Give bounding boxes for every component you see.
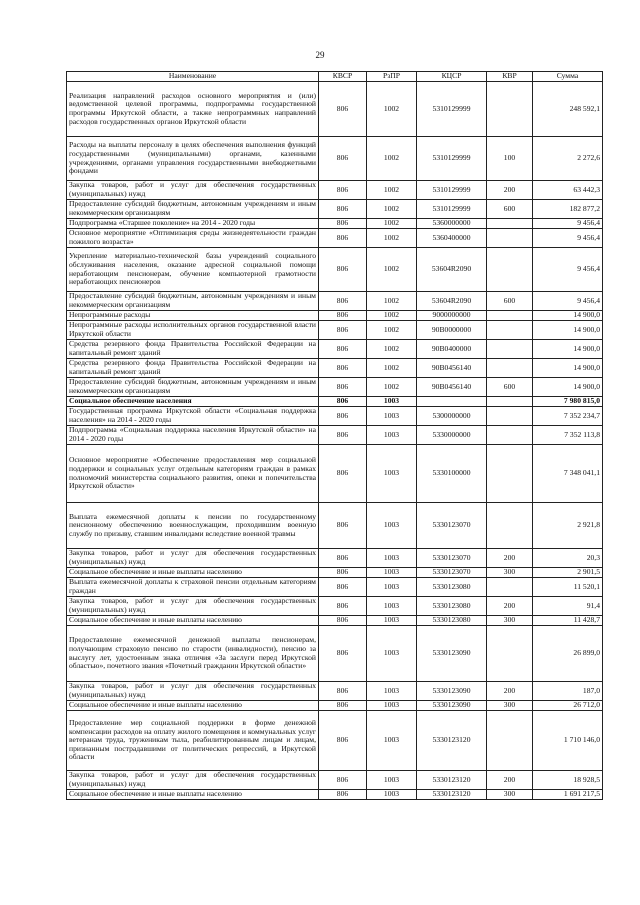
- row-kvsr: 806: [319, 137, 367, 181]
- row-kcsr: 5330123090: [417, 626, 487, 682]
- row-kvr: [487, 82, 533, 137]
- row-name: Предоставление ежемесячной денежной выплаты пенсионерам, получающим страховую пенсию по старости (инвалидности), пенсию за выслугу лет, удостоенным знака отличия «За заслуги перед Иркутской областью», почетного звания «Почетный гражданин Иркутской области»: [67, 626, 319, 682]
- row-kvr: 300: [487, 616, 533, 626]
- row-rzpr: 1003: [367, 682, 417, 701]
- row-name: Основное мероприятие «Обеспечение предоставления мер социальной поддержки и социальных услуг отдельным категориям граждан в рамках полномочий министерства социального развития, опеки и попечительства Иркутской области»: [67, 445, 319, 503]
- row-kcsr: 5300000000: [417, 407, 487, 426]
- row-name: Социальное обеспечение и иные выплаты населению: [67, 616, 319, 626]
- row-kvsr: 806: [319, 711, 367, 771]
- row-kvr: 300: [487, 790, 533, 800]
- row-rzpr: 1003: [367, 578, 417, 597]
- row-kvr: 100: [487, 137, 533, 181]
- row-kvsr: 806: [319, 229, 367, 248]
- table-row: [67, 229, 603, 248]
- row-kvsr: 806: [319, 200, 367, 219]
- row-kcsr: 5330000000: [417, 426, 487, 445]
- row-kvsr: 806: [319, 771, 367, 790]
- row-name: Социальное обеспечение и иные выплаты населению: [67, 568, 319, 578]
- col-header-kvsr: КВСР: [319, 72, 367, 82]
- row-kvr: 600: [487, 378, 533, 397]
- row-kvsr: 806: [319, 626, 367, 682]
- row-kvsr: 806: [319, 597, 367, 616]
- row-kvsr: 806: [319, 503, 367, 549]
- row-sum: 14 900,0: [533, 340, 603, 359]
- row-sum: 1 691 217,5: [533, 790, 603, 800]
- row-name: Социальное обеспечение и иные выплаты населению: [67, 790, 319, 800]
- row-kvr: [487, 229, 533, 248]
- row-sum: 11 520,1: [533, 578, 603, 597]
- table-row: [67, 378, 603, 397]
- row-kvsr: 806: [319, 549, 367, 568]
- row-name: Социальное обеспечение и иные выплаты населению: [67, 701, 319, 711]
- row-kcsr: 5330123080: [417, 578, 487, 597]
- row-name: Закупка товаров, работ и услуг для обеспечения государственных (муниципальных) нужд: [67, 771, 319, 790]
- row-kcsr: 5330123120: [417, 771, 487, 790]
- table-row: [67, 568, 603, 578]
- row-name: Социальное обеспечение населения: [67, 397, 319, 407]
- row-kvsr: 806: [319, 82, 367, 137]
- table-row: [67, 407, 603, 426]
- row-rzpr: 1002: [367, 137, 417, 181]
- table-row: [67, 359, 603, 378]
- row-kvr: [487, 626, 533, 682]
- row-kvsr: 806: [319, 311, 367, 321]
- row-sum: 14 900,0: [533, 311, 603, 321]
- row-rzpr: 1003: [367, 568, 417, 578]
- row-sum: 7 980 815,0: [533, 397, 603, 407]
- row-kcsr: [417, 397, 487, 407]
- row-kvr: [487, 340, 533, 359]
- row-sum: 7 348 041,1: [533, 445, 603, 503]
- row-kcsr: 5330123070: [417, 549, 487, 568]
- row-kcsr: 5330123080: [417, 597, 487, 616]
- row-sum: 182 877,2: [533, 200, 603, 219]
- row-kcsr: 5310129999: [417, 137, 487, 181]
- table-row: [67, 137, 603, 181]
- row-rzpr: 1003: [367, 771, 417, 790]
- table-row: [67, 771, 603, 790]
- table-row: [67, 200, 603, 219]
- table-row: [67, 426, 603, 445]
- row-kcsr: 5330123090: [417, 701, 487, 711]
- row-rzpr: 1003: [367, 503, 417, 549]
- table-body: [67, 82, 603, 800]
- row-name: Непрограммные расходы исполнительных органов государственной власти Иркутской области: [67, 321, 319, 340]
- row-sum: 9 456,4: [533, 248, 603, 292]
- row-kcsr: 5310129999: [417, 181, 487, 200]
- col-header-sum: Сумма: [533, 72, 603, 82]
- row-sum: 2 921,8: [533, 503, 603, 549]
- row-name: Непрограммные расходы: [67, 311, 319, 321]
- col-header-rzpr: РзПР: [367, 72, 417, 82]
- row-kcsr: 5330123070: [417, 568, 487, 578]
- row-rzpr: 1003: [367, 626, 417, 682]
- row-kcsr: 5330123120: [417, 790, 487, 800]
- row-kvsr: 806: [319, 578, 367, 597]
- col-header-name: Наименование: [67, 72, 319, 82]
- row-kvr: [487, 397, 533, 407]
- row-kvr: 200: [487, 682, 533, 701]
- row-sum: 7 352 113,8: [533, 426, 603, 445]
- row-kcsr: 90B0456140: [417, 359, 487, 378]
- row-kvr: 600: [487, 292, 533, 311]
- table-row: [67, 682, 603, 701]
- row-sum: 9 456,4: [533, 229, 603, 248]
- row-rzpr: 1003: [367, 445, 417, 503]
- table-row: [67, 82, 603, 137]
- row-sum: 248 592,1: [533, 82, 603, 137]
- row-rzpr: 1003: [367, 701, 417, 711]
- row-kvr: 600: [487, 200, 533, 219]
- row-kvsr: 806: [319, 616, 367, 626]
- row-kvsr: 806: [319, 321, 367, 340]
- table-row: [67, 321, 603, 340]
- row-name: Основное мероприятие «Оптимизация среды жизнедеятельности граждан пожилого возраста»: [67, 229, 319, 248]
- col-header-kcsr: КЦСР: [417, 72, 487, 82]
- row-sum: 20,3: [533, 549, 603, 568]
- row-kcsr: 5330123080: [417, 616, 487, 626]
- row-sum: 63 442,3: [533, 181, 603, 200]
- table-row: [67, 701, 603, 711]
- table-row: [67, 340, 603, 359]
- row-kvsr: 806: [319, 426, 367, 445]
- table-row: [67, 711, 603, 771]
- row-kcsr: 5360400000: [417, 229, 487, 248]
- row-rzpr: 1003: [367, 711, 417, 771]
- row-kvr: [487, 426, 533, 445]
- row-kvsr: 806: [319, 568, 367, 578]
- row-kvsr: 806: [319, 248, 367, 292]
- row-rzpr: 1002: [367, 181, 417, 200]
- row-kvr: [487, 407, 533, 426]
- row-rzpr: 1003: [367, 616, 417, 626]
- row-kvsr: 806: [319, 378, 367, 397]
- row-kvsr: 806: [319, 407, 367, 426]
- row-kvr: 200: [487, 771, 533, 790]
- row-kvr: [487, 311, 533, 321]
- row-rzpr: 1002: [367, 359, 417, 378]
- row-rzpr: 1002: [367, 321, 417, 340]
- row-kvr: [487, 503, 533, 549]
- row-name: Предоставление субсидий бюджетным, автономным учреждениям и иным некоммерческим организациям: [67, 292, 319, 311]
- row-rzpr: 1003: [367, 597, 417, 616]
- row-sum: 1 710 146,0: [533, 711, 603, 771]
- row-rzpr: 1002: [367, 311, 417, 321]
- table-row: [67, 248, 603, 292]
- row-kvr: [487, 359, 533, 378]
- row-sum: 14 900,0: [533, 321, 603, 340]
- row-kvr: [487, 248, 533, 292]
- table-row: [67, 790, 603, 800]
- row-kcsr: 5360000000: [417, 219, 487, 229]
- row-kcsr: 5330100000: [417, 445, 487, 503]
- row-name: Закупка товаров, работ и услуг для обеспечения государственных (муниципальных) нужд: [67, 597, 319, 616]
- table-row: [67, 616, 603, 626]
- page-number: 29: [315, 50, 325, 60]
- row-kcsr: 5310129999: [417, 200, 487, 219]
- row-sum: 26 899,0: [533, 626, 603, 682]
- row-rzpr: 1002: [367, 229, 417, 248]
- row-kvr: [487, 578, 533, 597]
- table-row: [67, 549, 603, 568]
- table-row: [67, 311, 603, 321]
- row-kcsr: 53604R2090: [417, 292, 487, 311]
- table-row: [67, 597, 603, 616]
- row-kcsr: 5330123070: [417, 503, 487, 549]
- table-row: [67, 181, 603, 200]
- table-row: [67, 292, 603, 311]
- row-kcsr: 90B0000000: [417, 321, 487, 340]
- row-kvr: [487, 711, 533, 771]
- row-name: Закупка товаров, работ и услуг для обеспечения государственных (муниципальных) нужд: [67, 549, 319, 568]
- col-header-kvr: КВР: [487, 72, 533, 82]
- row-kvr: 200: [487, 549, 533, 568]
- row-kcsr: 53604R2090: [417, 248, 487, 292]
- row-rzpr: 1003: [367, 549, 417, 568]
- row-sum: 187,0: [533, 682, 603, 701]
- table-row: [67, 503, 603, 549]
- row-sum: 9 456,4: [533, 219, 603, 229]
- row-sum: 14 900,0: [533, 359, 603, 378]
- row-name: Средства резервного фонда Правительства Российской Федерации на капитальный ремонт зданий: [67, 359, 319, 378]
- row-sum: 2 901,5: [533, 568, 603, 578]
- row-sum: 2 272,6: [533, 137, 603, 181]
- row-kvsr: 806: [319, 790, 367, 800]
- row-name: Государственная программа Иркутской области «Социальная поддержка населения» на 2014 - 2020 годы: [67, 407, 319, 426]
- row-rzpr: 1003: [367, 397, 417, 407]
- row-rzpr: 1003: [367, 426, 417, 445]
- row-name: Закупка товаров, работ и услуг для обеспечения государственных (муниципальных) нужд: [67, 181, 319, 200]
- row-kvr: [487, 321, 533, 340]
- row-kvr: 300: [487, 568, 533, 578]
- row-name: Выплата ежемесячной доплаты к пенсии по государственному пенсионному обеспечению военнослужащим, проходившим военную службу по призыву, ставшим инвалидами вследствие военной травмы: [67, 503, 319, 549]
- table-row: [67, 445, 603, 503]
- row-sum: 7 352 234,7: [533, 407, 603, 426]
- row-kvsr: 806: [319, 181, 367, 200]
- row-kvsr: 806: [319, 359, 367, 378]
- row-kvr: [487, 445, 533, 503]
- row-sum: 11 428,7: [533, 616, 603, 626]
- row-kcsr: 90B0400000: [417, 340, 487, 359]
- row-kvr: 200: [487, 597, 533, 616]
- row-sum: 9 456,4: [533, 292, 603, 311]
- row-name: Подпрограмма «Старшее поколение» на 2014 - 2020 годы: [67, 219, 319, 229]
- table-row: [67, 219, 603, 229]
- row-name: Выплата ежемесячной доплаты к страховой пенсии отдельным категориям граждан: [67, 578, 319, 597]
- row-kcsr: 9000000000: [417, 311, 487, 321]
- row-name: Реализация направлений расходов основного мероприятия и (или) ведомственной целевой программы, подпрограммы государственной программы Иркутской области, а также непрограммных направлений расходов государственных органов Иркутской области: [67, 82, 319, 137]
- row-kvsr: 806: [319, 701, 367, 711]
- row-sum: 91,4: [533, 597, 603, 616]
- row-name: Подпрограмма «Социальная поддержка населения Иркутской области» на 2014 - 2020 годы: [67, 426, 319, 445]
- row-name: Закупка товаров, работ и услуг для обеспечения государственных (муниципальных) нужд: [67, 682, 319, 701]
- row-sum: 14 900,0: [533, 378, 603, 397]
- row-kvsr: 806: [319, 397, 367, 407]
- row-rzpr: 1002: [367, 82, 417, 137]
- row-kvsr: 806: [319, 340, 367, 359]
- row-kvr: 200: [487, 181, 533, 200]
- row-sum: 26 712,0: [533, 701, 603, 711]
- row-sum: 18 928,5: [533, 771, 603, 790]
- row-name: Предоставление субсидий бюджетным, автономным учреждениям и иным некоммерческим организациям: [67, 200, 319, 219]
- row-kcsr: 90B0456140: [417, 378, 487, 397]
- table-header-row: [67, 72, 603, 82]
- row-rzpr: 1002: [367, 340, 417, 359]
- row-kvsr: 806: [319, 292, 367, 311]
- row-rzpr: 1003: [367, 407, 417, 426]
- row-kcsr: 5310129999: [417, 82, 487, 137]
- row-rzpr: 1003: [367, 790, 417, 800]
- row-rzpr: 1002: [367, 200, 417, 219]
- row-kvr: 300: [487, 701, 533, 711]
- table-row: [67, 578, 603, 597]
- budget-table: [66, 71, 603, 800]
- table-row: [67, 397, 603, 407]
- row-kvsr: 806: [319, 219, 367, 229]
- row-rzpr: 1002: [367, 292, 417, 311]
- row-rzpr: 1002: [367, 219, 417, 229]
- row-rzpr: 1002: [367, 378, 417, 397]
- row-name: Предоставление мер социальной поддержки в форме денежной компенсации расходов на оплату жилого помещения и коммунальных услуг ветеранам труда, труженикам тыла, реабилитированным лицам и лицам, признанным пострадавшими от политических репрессий, в Иркутской области: [67, 711, 319, 771]
- row-name: Предоставление субсидий бюджетным, автономным учреждениям и иным некоммерческим организациям: [67, 378, 319, 397]
- table-row: [67, 626, 603, 682]
- row-kcsr: 5330123120: [417, 711, 487, 771]
- row-name: Средства резервного фонда Правительства Российской Федерации на капитальный ремонт зданий: [67, 340, 319, 359]
- row-name: Расходы на выплаты персоналу в целях обеспечения выполнения функций государственными (муниципальными) органами, казенными учреждениями, органами управления государственными внебюджетными фондами: [67, 137, 319, 181]
- row-kvr: [487, 219, 533, 229]
- row-rzpr: 1002: [367, 248, 417, 292]
- row-kvsr: 806: [319, 445, 367, 503]
- row-name: Укрепление материально-технической базы учреждений социального обслуживания населения, оказание адресной социальной помощи неработающим пенсионерам, обучение компьютерной грамотности неработающих пенсионеров: [67, 248, 319, 292]
- row-kcsr: 5330123090: [417, 682, 487, 701]
- row-kvsr: 806: [319, 682, 367, 701]
